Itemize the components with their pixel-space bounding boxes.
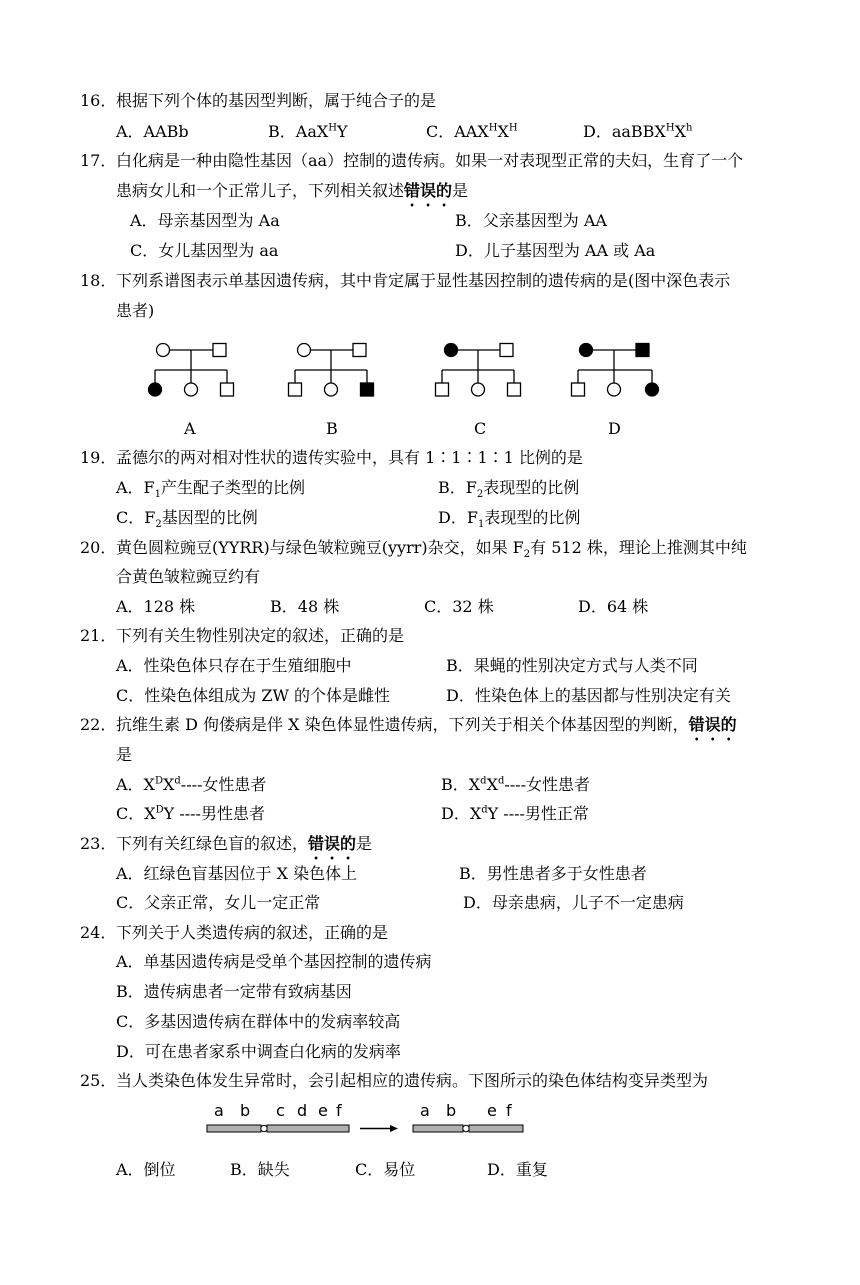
arrow-icon bbox=[360, 1125, 398, 1132]
q23-stem: 下列有关红绿色盲的叙述，错误的是 bbox=[116, 834, 373, 853]
q20-stem-line2: 合黄色皱粒豌豆约有 bbox=[116, 567, 261, 586]
q16-option-d: D．$aaBBX^HX^h$ bbox=[583, 122, 693, 141]
q19-option-a: A．$F_1$产生配子类型的比例 bbox=[116, 478, 306, 501]
q18-pedigree-diagrams bbox=[140, 338, 700, 418]
gene-d-before: d bbox=[297, 1101, 308, 1120]
q17-option-d: D．儿子基因型为 AA 或 Aa bbox=[455, 241, 656, 260]
q23-option-a: A．红绿色盲基因位于 X 染色体上 bbox=[116, 864, 358, 883]
q24-stem: 下列关于人类遗传病的叙述，正确的是 bbox=[116, 923, 389, 942]
q23-option-d: D．母亲患病，儿子不一定患病 bbox=[463, 893, 684, 912]
q20-option-a: A．128 株 bbox=[116, 597, 196, 616]
q23-number: 23． bbox=[80, 834, 117, 853]
chromosome-diagram bbox=[200, 1100, 540, 1146]
q17-number: 17． bbox=[80, 151, 117, 170]
gene-e-before: e bbox=[318, 1101, 328, 1120]
gene-a-after: a bbox=[420, 1101, 430, 1120]
q22-option-b: B．$X^dX^d----$女性患者 bbox=[441, 775, 590, 794]
q19-number: 19． bbox=[80, 448, 117, 467]
q25-option-b: B．缺失 bbox=[230, 1160, 290, 1179]
q17-option-b: B．父亲基因型为 AA bbox=[455, 211, 607, 230]
q24-option-c: C．多基因遗传病在群体中的发病率较高 bbox=[116, 1012, 401, 1031]
chromosome-after-left-arm bbox=[413, 1125, 463, 1132]
q18-number: 18． bbox=[80, 271, 117, 290]
pedigree-c bbox=[436, 344, 521, 397]
q25-option-a: A．倒位 bbox=[116, 1160, 176, 1179]
q21-option-d: D．性染色体上的基因都与性别决定有关 bbox=[446, 686, 731, 705]
q23-option-c: C．父亲正常，女儿一定正常 bbox=[116, 893, 321, 912]
q20-stem-line1: 黄色圆粒豌豆(YYRR)与绿色皱粒豌豆(yyrr)杂交，如果 $F_2$有 512 株，理论上推测其中纯 bbox=[116, 538, 747, 561]
q22-option-c: C．$X^DY$ ----男性患者 bbox=[116, 804, 265, 823]
q22-stem-line1: 抗维生素 D 佝偻病是伴 X 染色体显性遗传病，下列关于相关个体基因型的判断，错误的 bbox=[116, 715, 737, 734]
pedigree-label-d: D bbox=[608, 419, 621, 438]
q16-number: 16． bbox=[80, 91, 117, 110]
q16-option-a: A．AABb bbox=[116, 122, 189, 141]
pedigree-label-a: A bbox=[184, 419, 196, 438]
q22-option-d: D．$X^dY$ ----男性正常 bbox=[441, 804, 589, 823]
q18-stem-line1: 下列系谱图表示单基因遗传病，其中肯定属于显性基因控制的遗传病的是(图中深色表示 bbox=[116, 271, 731, 290]
q24-option-a: A．单基因遗传病是受单个基因控制的遗传病 bbox=[116, 952, 432, 971]
q20-option-b: B．48 株 bbox=[270, 597, 340, 616]
q20-option-d: D．64 株 bbox=[578, 597, 649, 616]
q16-option-c: C．$AAX^HX^H$ bbox=[426, 122, 518, 141]
chromosome-before-left-arm bbox=[207, 1125, 261, 1132]
gene-a-before: a bbox=[214, 1101, 224, 1120]
centromere-before bbox=[261, 1125, 267, 1131]
q25-number: 25． bbox=[80, 1071, 117, 1090]
gene-f-before: f bbox=[336, 1101, 342, 1120]
q21-option-b: B．果蝇的性别决定方式与人类不同 bbox=[446, 656, 698, 675]
pedigree-d bbox=[572, 344, 659, 397]
pedigree-b bbox=[289, 344, 374, 397]
q20-number: 20． bbox=[80, 538, 117, 557]
q16-option-b: B．AaX$^H$Y bbox=[268, 122, 348, 141]
q22-number: 22． bbox=[80, 715, 117, 734]
q21-option-a: A．性染色体只存在于生殖细胞中 bbox=[116, 656, 352, 675]
q24-option-b: B．遗传病患者一定带有致病基因 bbox=[116, 982, 352, 1001]
pedigree-a bbox=[149, 344, 234, 397]
q21-stem: 下列有关生物性别决定的叙述，正确的是 bbox=[116, 626, 405, 645]
chromosome-after-right-arm bbox=[469, 1125, 523, 1132]
q19-option-b: B．$F_2$表现型的比例 bbox=[438, 478, 580, 501]
q25-option-d: D．重复 bbox=[487, 1160, 548, 1179]
q17-option-a: A．母亲基因型为 Aa bbox=[130, 211, 280, 230]
q23-option-b: B．男性患者多于女性患者 bbox=[459, 864, 647, 883]
gene-f-after: f bbox=[506, 1101, 512, 1120]
q22-stem-line2: 是 bbox=[116, 745, 133, 764]
q21-option-c: C．性染色体组成为 ZW 的个体是雌性 bbox=[116, 686, 390, 705]
q17-option-c: C．女儿基因型为 aa bbox=[130, 241, 279, 260]
q16-stem: 根据下列个体的基因型判断，属于纯合子的是 bbox=[116, 91, 437, 110]
q24-option-d: D．可在患者家系中调查白化病的发病率 bbox=[116, 1042, 401, 1061]
q19-option-c: C．$F_2$基因型的比例 bbox=[116, 508, 258, 531]
gene-c-before: c bbox=[276, 1101, 285, 1120]
pedigree-label-c: C bbox=[474, 419, 487, 438]
gene-b-after: b bbox=[446, 1101, 457, 1120]
q19-option-d: D．$F_1$表现型的比例 bbox=[438, 508, 581, 531]
q25-stem: 当人类染色体发生异常时，会引起相应的遗传病。下图所示的染色体结构变异类型为 bbox=[116, 1071, 709, 1090]
centromere-after bbox=[463, 1125, 469, 1131]
gene-e-after: e bbox=[487, 1101, 497, 1120]
gene-b-before: b bbox=[240, 1101, 251, 1120]
q17-stem-line1: 白化病是一种由隐性基因（aa）控制的遗传病。如果一对表现型正常的夫妇，生育了一个 bbox=[116, 151, 744, 170]
q25-option-c: C．易位 bbox=[355, 1160, 416, 1179]
q20-option-c: C．32 株 bbox=[424, 597, 494, 616]
pedigree-label-b: B bbox=[326, 419, 338, 438]
q21-number: 21． bbox=[80, 626, 117, 645]
q24-number: 24． bbox=[80, 923, 117, 942]
q22-option-a: A．$X^DX^d----$女性患者 bbox=[116, 775, 267, 794]
q19-stem: 孟德尔的两对相对性状的遗传实验中，具有 1∶1∶1∶1 比例的是 bbox=[116, 448, 583, 467]
q18-stem-line2: 患者) bbox=[116, 301, 155, 320]
chromosome-before-right-arm bbox=[267, 1125, 349, 1132]
q17-stem-line2: 患病女儿和一个正常儿子，下列相关叙述错误的是 bbox=[116, 181, 469, 200]
